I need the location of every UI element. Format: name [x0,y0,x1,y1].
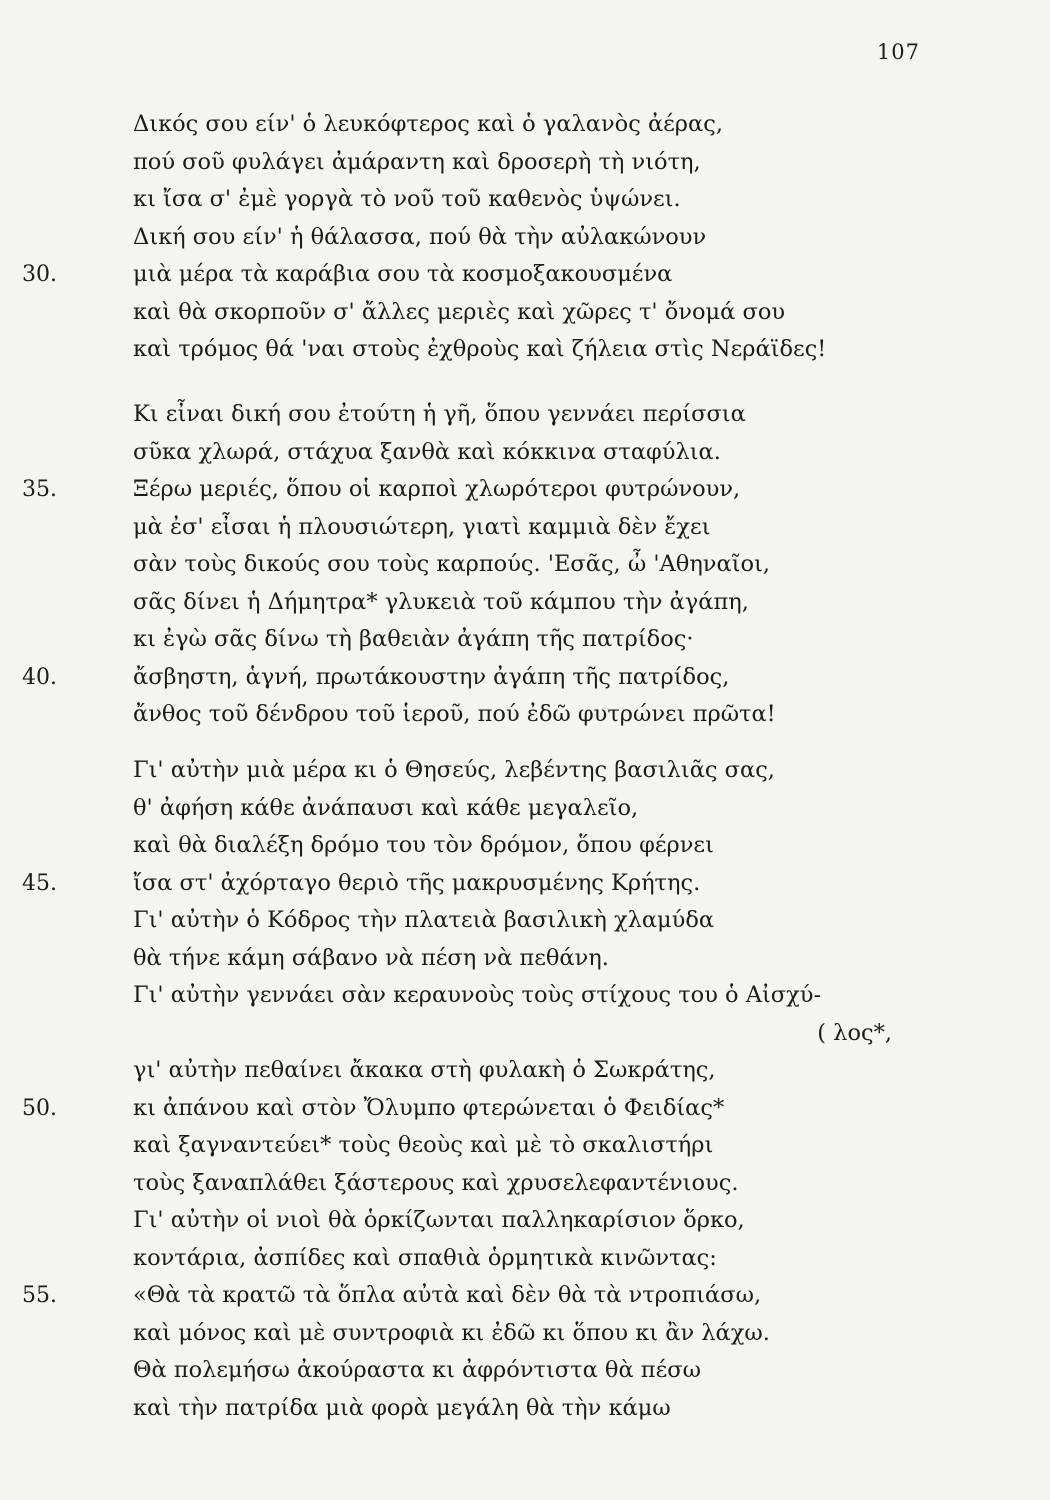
verse-line [0,1090,1050,1128]
verse-line [0,696,1050,734]
verse-line [0,584,1050,622]
verse-text: τοὺς ξαναπλάθει ξάστερους καὶ χρυσελεφαντένιους. [133,1169,739,1196]
verse-text: ἄσβηστη, ἁγνή, πρωτάκουστην ἀγάπη τῆς πατρίδος, [133,663,730,690]
verse-line [0,181,1050,219]
verse-text: πού σοῦ φυλάγει ἀμάραντη καὶ δροσερὴ τὴ νιότη, [133,148,701,175]
verse-line [0,1202,1050,1240]
verse-line [0,509,1050,547]
verse-line [0,106,1050,144]
verse-text: κι ἴσα σ' ἐμὲ γοργὰ τὸ νοῦ τοῦ καθενὸς ὑψώνει. [133,186,681,212]
verse-line [0,1015,1050,1053]
line-number: 55. [22,1283,57,1308]
verse-text: ἴσα στ' ἀχόρταγο θεριὸ τῆς μακρυσμένης Κρήτης. [133,869,701,896]
verse-text: καὶ τρόμος θά 'ναι στοὺς ἐχθροὺς καὶ ζήλεια στὶς Νεράϊδες! [133,336,827,362]
verse-text: Γι' αὐτὴν μιὰ μέρα κι ὁ Θησεύς, λεβέντης βασιλιᾶς σας, [133,757,775,783]
verse-text: μιὰ μέρα τὰ καράβια σου τὰ κοσμοξακουσμένα [133,261,673,287]
line-number: 40. [22,664,57,690]
verse-line [0,621,1050,659]
verse-line [0,1127,1050,1165]
stanza [0,752,1050,1427]
verse-line [0,256,1050,294]
verse-line [0,144,1050,182]
verse-text: Κι εἶναι δική σου ἐτούτη ἡ γῆ, ὅπου γεννάει περίσσια [133,401,746,427]
verse-line [0,219,1050,257]
verse-text: Ξέρω μεριές, ὅπου οἱ καρποὶ χλωρότεροι φυτρώνουν, [133,476,741,502]
line-number: 45. [22,870,57,896]
verse-line [0,1277,1050,1315]
verse-line [0,396,1050,434]
verse-text: κοντάρια, ἀσπίδες καὶ σπαθιὰ ὁρμητικὰ κινῶντας: [133,1244,717,1271]
verse-text: ἄνθος τοῦ δένδρου τοῦ ἱεροῦ, πού ἐδῶ φυτρώνει πρῶτα! [133,701,776,727]
verse-text: κι ἐγὼ σᾶς δίνω τὴ βαθειὰν ἀγάπη τῆς πατρίδος· [133,626,694,652]
verse-text: θὰ τήνε κάμη σάβανο νὰ πέση νὰ πεθάνη. [133,944,609,971]
verse-text: Θὰ πολεμήσω ἀκούραστα κι ἀφρόντιστα θὰ πέσω [133,1357,701,1383]
verse-text: καὶ ξαγναντεύει* τοὺς θεοὺς καὶ μὲ τὸ σκαλιστήρι [133,1132,714,1158]
verse-line [0,827,1050,865]
verse-text: μὰ ἐσ' εἶσαι ἡ πλουσιώτερη, γιατὶ καμμιὰ δὲν ἔχει [133,513,711,540]
verse-text: καὶ μόνος καὶ μὲ συντροφιὰ κι ἐδῶ κι ὅπου κι ἂν λάχω. [133,1319,770,1346]
verse-text: Γι' αὐτὴν ὁ Κόδρος τὴν πλατειὰ βασιλικὴ χλαμύδα [133,907,715,933]
verse-line [0,790,1050,828]
verse-text: Δική σου είν' ἡ θάλασσα, πού θὰ τὴν αὐλακώνουν [133,223,707,250]
stanza [0,106,1050,369]
verse-line [0,1352,1050,1390]
verse-line [0,1165,1050,1203]
verse-text: καὶ θὰ διαλέξη δρόμο του τὸν δρόμον, ὅπου φέρνει [133,832,714,858]
verse-text: καὶ θὰ σκορποῦν σ' ἄλλες μεριὲς καὶ χῶρες τ' ὄνομά σου [133,298,786,325]
verse-line [0,294,1050,332]
line-number: 50. [22,1095,57,1121]
verse-line [0,1052,1050,1090]
verse-line [0,546,1050,584]
verse-line [0,1315,1050,1353]
verse-line [0,331,1050,369]
verse-line [0,940,1050,978]
verse-text: Γι' αὐτὴν γεννάει σὰν κεραυνοὺς τοὺς στίχους του ὁ Αἰσχύ- [133,982,822,1008]
verse-line [0,865,1050,903]
verse-text: σῦκα χλωρά, στάχυα ξανθὰ καὶ κόκκινα σταφύλια. [133,438,721,465]
verse-text: «Θὰ τὰ κρατῶ τὰ ὅπλα αὐτὰ καὶ δὲν θὰ τὰ ντροπιάσω, [133,1282,762,1308]
verse-line [0,977,1050,1015]
verse-line [0,902,1050,940]
line-number: 30. [22,262,57,287]
stanza [0,396,1050,734]
verse-text: θ' ἀφήση κάθε ἀνάπαυσι καὶ κάθε μεγαλεῖο, [133,794,639,821]
verse-line [0,659,1050,697]
verse-text: σὰν τοὺς δικούς σου τοὺς καρπούς. 'Εσᾶς, ὦ 'Αθηναῖοι, [133,551,771,577]
verse-line [0,1240,1050,1278]
verse-line [0,434,1050,472]
verse-line [0,471,1050,509]
verse-text: Δικός σου είν' ὁ λευκόφτερος καὶ ὁ γαλανὸς ἀέρας, [133,111,723,137]
verse-continuation: ( λος*, [817,1019,892,1046]
verse-text: καὶ τὴν πατρίδα μιὰ φορὰ μεγάλη θὰ τὴν κάμω [133,1394,671,1421]
verse-text: κι ἀπάνου καὶ στὸν Ὄλυμπο φτερώνεται ὁ Φειδίας* [133,1094,725,1121]
verse-text: σᾶς δίνει ἡ Δήμητρα* γλυκειὰ τοῦ κάμπου τὴν ἀγάπη, [133,588,749,615]
page-number: 107 [876,40,920,64]
verse-line [0,1390,1050,1428]
verse-text: Γι' αὐτὴν οἱ νιοὶ θὰ ὁρκίζωνται παλληκαρίσιον ὅρκο, [133,1207,745,1233]
line-number: 35. [22,477,57,502]
verse-line [0,752,1050,790]
verse-text: γι' αὐτὴν πεθαίνει ἄκακα στὴ φυλακὴ ὁ Σωκράτης, [133,1057,716,1083]
